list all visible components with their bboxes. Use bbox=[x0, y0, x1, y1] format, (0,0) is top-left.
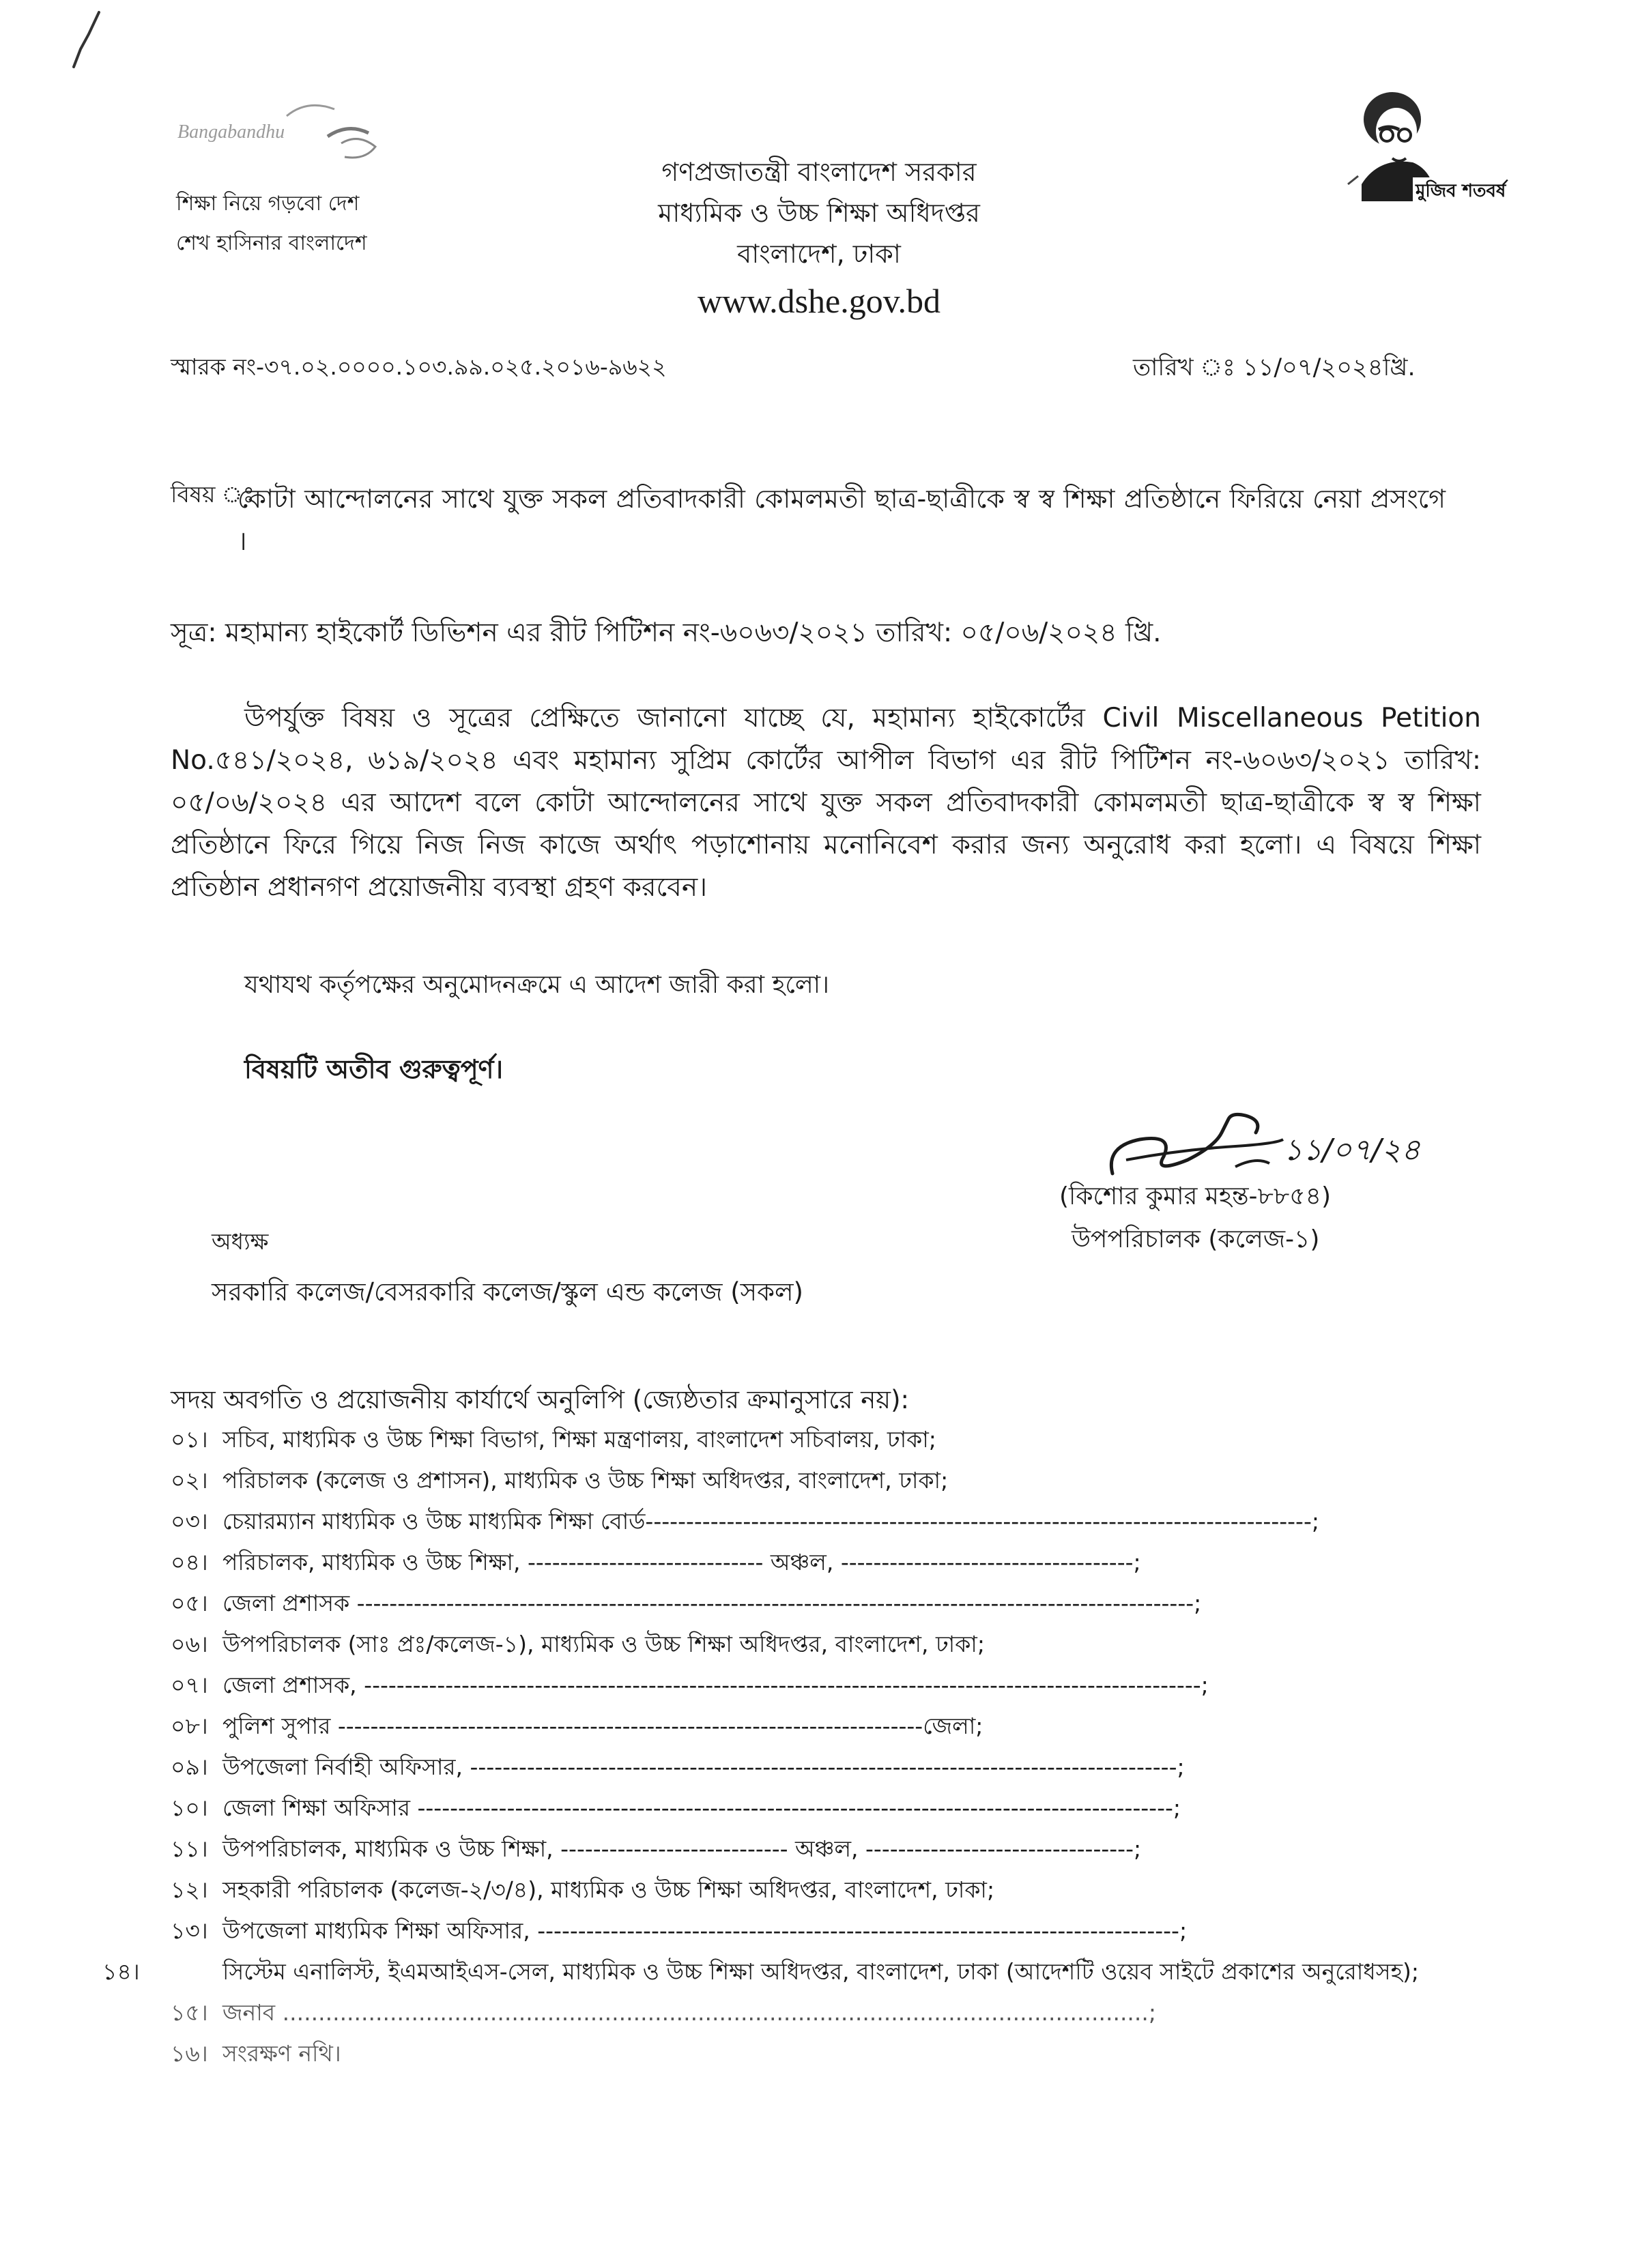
logo-right-text: মুজিব শতবর্ষ bbox=[1416, 181, 1506, 201]
bangabandhu-logo bbox=[171, 96, 396, 171]
list-item: ১২। সহকারী পরিচালক (কলেজ-২/৩/৪), মাধ্যমিক ও উচ্চ শিক্ষা অধিদপ্তর, বাংলাদেশ, ঢাকা; bbox=[171, 1876, 995, 1903]
list-item: ০২। পরিচালক (কলেজ ও প্রশাসন), মাধ্যমিক ও উচ্চ শিক্ষা অধিদপ্তর, বাংলাদেশ, ঢাকা; bbox=[171, 1467, 949, 1494]
memo-date: তারিখ ঃ ১১/০৭/২০২৪খ্রি. bbox=[1133, 354, 1416, 381]
signer-designation: উপপরিচালক (কলেজ-১) bbox=[1072, 1225, 1320, 1253]
list-item: ০১। সচিব, মাধ্যমিক ও উচ্চ শিক্ষা বিভাগ, শিক্ষা মন্ত্রণালয়, বাংলাদেশ সচিবালয়, ঢাকা; bbox=[171, 1426, 936, 1453]
slogan-line-1: শিক্ষা নিয়ে গড়বো দেশ bbox=[176, 192, 360, 216]
government-name: গণপ্রজাতন্ত্রী বাংলাদেশ সরকার bbox=[661, 157, 977, 187]
list-item: ০৭। জেলা প্রশাসক, -------------------------------------------------------------------------------------------------------; bbox=[171, 1672, 1209, 1698]
importance-line: বিষয়টি অতীব গুরুত্বপূর্ণ। bbox=[244, 1054, 504, 1084]
signature-date: ১১/০৭/২৪ bbox=[1283, 1133, 1421, 1167]
list-item: ০৬। উপপরিচালক (সাঃ প্রঃ/কলেজ-১), মাধ্যমিক ও উচ্চ শিক্ষা অধিদপ্তর, বাংলাদেশ, ঢাকা; bbox=[171, 1631, 985, 1657]
list-item: ০৯। উপজেলা নির্বাহী অফিসার, ---------------------------------------------------------------------------------------; bbox=[171, 1754, 1185, 1780]
list-item: ১৪। সিস্টেম এনালিস্ট, ইএমআইএস-সেল, মাধ্যমিক ও উচ্চ শিক্ষা অধিদপ্তর, বাংলাদেশ, ঢাকা (আদেশটি ওয়েব সাইটে প্রকাশের অনুরোধসহ); bbox=[102, 1958, 1419, 1985]
list-item: ১৩। উপজেলা মাধ্যমিক শিক্ষা অফিসার, -------------------------------------------------------------------------------; bbox=[171, 1917, 1188, 1944]
directorate-name: মাধ্যমিক ও উচ্চ শিক্ষা অধিদপ্তর bbox=[658, 198, 980, 228]
list-item: ১৫। জনাব .........................................................................................................................; bbox=[171, 1999, 1157, 2026]
list-item: ১০। জেলা শিক্ষা অফিসার ---------------------------------------------------------------------------------------------; bbox=[171, 1794, 1181, 1821]
slogan-line-2: শেখ হাসিনার বাংলাদেশ bbox=[176, 231, 367, 255]
list-item: ১১। উপপরিচালক, মাধ্যমিক ও উচ্চ শিক্ষা, ---------------------------- অঞ্চল, ---------------------------------; bbox=[171, 1835, 1142, 1862]
copy-list bbox=[102, 1419, 1474, 2074]
logo-left-text: Bangabandhu bbox=[177, 121, 285, 143]
directorate-location: বাংলাদেশ, ঢাকা bbox=[737, 239, 901, 269]
list-item: ০৮। পুলিশ সুপার ------------------------------------------------------------------------জেলা; bbox=[171, 1713, 983, 1739]
signer-name: (কিশোর কুমার মহন্ত-৮৮৫৪) bbox=[1059, 1182, 1332, 1210]
list-item: ০৪। পরিচালক, মাধ্যমিক ও উচ্চ শিক্ষা, ----------------------------- অঞ্চল, ------------------------------------; bbox=[171, 1549, 1141, 1575]
source-reference: সূত্র: মহামান্য হাইকোর্ট ডিভিশন এর রীট পিটিশন নং-৬০৬৩/২০২১ তারিখ: ০৫/০৬/২০২৪ খ্রি. bbox=[171, 617, 1162, 648]
recipient-title: অধ্যক্ষ bbox=[212, 1228, 269, 1255]
subject-label: বিষয় ঃ bbox=[171, 481, 255, 508]
website-url: www.dshe.gov.bd bbox=[698, 282, 940, 320]
body-paragraph: উপর্যুক্ত বিষয় ও সূত্রের প্রেক্ষিতে জানানো যাচ্ছে যে, মহামান্য হাইকোর্টের Civil Miscellaneous Petition No.৫৪১/২০২৪, ৬১৯/২০২৪ এবং মহামান্য সুপ্রিম কোর্টের আপীল বিভাগ এর রীট পিটিশন নং-৬০৬৩/২০২১ তারিখ: ০৫/০৬/২০২৪ এর আদেশ বলে কোটা আন্দোলনের সাথে যুক্ত সকল প্রতিবাদকারী কোমলমতী ছাত্র-ছাত্রীকে স্ব স্ব শিক্ষা প্রতিষ্ঠানে ফিরে গিয়ে নিজ নিজ কাজে অর্থাৎ পড়াশোনায় মনোনিবেশ করার জন্য অনুরোধ করা হলো। এ বিষয়ে শিক্ষা প্রতিষ্ঠান প্রধানগণ প্রয়োজনীয় ব্যবস্থা গ্রহণ করবেন। bbox=[171, 703, 1481, 903]
mujib-logo bbox=[1338, 82, 1506, 218]
approval-line: যথাযথ কর্তৃপক্ষের অনুমোদনক্রমে এ আদেশ জারী করা হলো। bbox=[244, 971, 829, 999]
list-item: ১৬। সংরক্ষণ নথি। bbox=[171, 2040, 341, 2067]
pen-mark-icon bbox=[41, 7, 123, 82]
subject-text: কোটা আন্দোলনের সাথে যুক্ত সকল প্রতিবাদকারী কোমলমতী ছাত্র-ছাত্রীকে স্ব স্ব শিক্ষা প্রতিষ্ঠানে ফিরিয়ে নেয়া প্রসংগে । bbox=[238, 484, 1446, 556]
memo-number: স্মারক নং-৩৭.০২.০০০০.১০৩.৯৯.০২৫.২০১৬-৯৬২২ bbox=[171, 353, 667, 380]
copy-list-heading: সদয় অবগতি ও প্রয়োজনীয় কার্যার্থে অনুলিপি (জ্যেষ্ঠতার ক্রমানুসারে নয়): bbox=[171, 1385, 909, 1414]
list-item: ০৫। জেলা প্রশাসক -------------------------------------------------------------------------------------------------------; bbox=[171, 1590, 1202, 1616]
recipient-organization: সরকারি কলেজ/বেসরকারি কলেজ/স্কুল এন্ড কলেজ (সকল) bbox=[212, 1277, 803, 1307]
list-item: ০৩। চেয়ারম্যান মাধ্যমিক ও উচ্চ মাধ্যমিক শিক্ষা বোর্ড----------------------------------------------------------------------------------; bbox=[171, 1508, 1319, 1535]
slogan bbox=[176, 184, 367, 263]
letterhead bbox=[478, 151, 1160, 326]
